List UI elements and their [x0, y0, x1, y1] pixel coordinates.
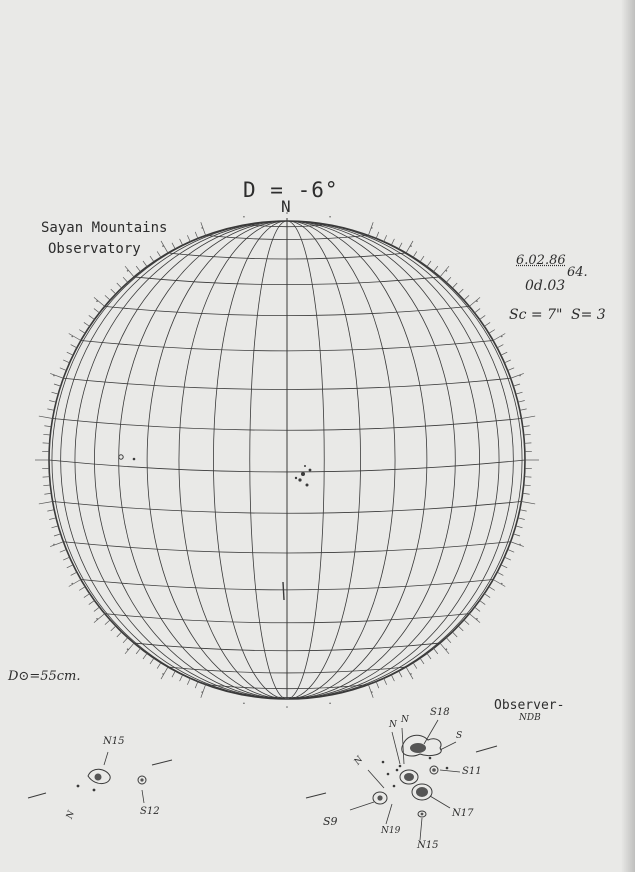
spot-dot [393, 785, 396, 788]
spot-umbra-mid [404, 773, 414, 781]
limb-tick [446, 638, 451, 643]
limb-tick [195, 682, 198, 688]
spot-dot [446, 767, 449, 770]
limb-tick [67, 565, 73, 568]
limb-dot [501, 583, 503, 585]
solar-disk [49, 218, 525, 699]
limb-tick [440, 266, 449, 277]
limb-dot [410, 245, 412, 247]
limb-tick [71, 572, 77, 575]
orientation-line [306, 793, 326, 798]
limb-tick [524, 485, 531, 486]
limb-dot [329, 216, 331, 218]
limb-tick [157, 251, 161, 257]
limb-tick [125, 643, 134, 654]
spot-umbra-n15 [95, 774, 102, 781]
label-n15-right: N15 [417, 840, 439, 851]
limb-dot [96, 618, 98, 620]
spot-dot [429, 757, 432, 760]
label-n-right-3: N [352, 754, 366, 768]
limb-tick [464, 295, 469, 300]
limb-dot [410, 673, 412, 675]
limb-tick [452, 632, 457, 637]
limb-tick [516, 392, 523, 394]
limb-tick [480, 315, 486, 319]
limb-tick [513, 384, 520, 386]
limb-tick [117, 283, 122, 288]
leader-line [424, 720, 438, 744]
limb-tick [376, 682, 379, 688]
limb-tick [69, 580, 81, 587]
limb-tick [501, 352, 507, 355]
limb-tick [501, 565, 507, 568]
sunspot-center [306, 484, 309, 487]
label-s: S [456, 731, 463, 741]
limb-tick [94, 607, 100, 611]
limb-dot [476, 618, 478, 620]
sunspot-sketches [28, 720, 497, 840]
limb-tick [521, 416, 535, 418]
limb-tick [117, 632, 122, 637]
limb-tick [136, 266, 140, 272]
limb-tick [434, 266, 438, 272]
limb-tick [39, 502, 53, 504]
limb-tick [469, 297, 480, 306]
limb-tick [180, 239, 183, 245]
sunspot-center [309, 469, 312, 472]
limb-tick [157, 663, 161, 669]
limb-tick [94, 297, 105, 306]
orientation-line [152, 760, 172, 765]
limb-tick [493, 334, 505, 341]
limb-tick [143, 261, 147, 267]
observatory-name-line1: Sayan Mountains [41, 220, 168, 236]
leader-line [142, 790, 144, 803]
limb-tick [50, 542, 63, 547]
limb-tick [520, 510, 527, 511]
limb-tick [143, 653, 147, 659]
spot-dot [387, 773, 390, 776]
spot-dot [77, 785, 80, 788]
limb-tick [105, 620, 110, 625]
limb-tick [89, 315, 95, 319]
limb-tick [43, 485, 50, 486]
limb-tick [504, 360, 510, 363]
limb-tick [150, 256, 154, 262]
limb-tick [187, 235, 190, 241]
sunspot-center [304, 465, 306, 467]
limb-tick [201, 222, 206, 235]
limb-tick [49, 518, 56, 520]
limb-tick [434, 648, 438, 654]
limb-dot [201, 691, 203, 693]
limb-tick [195, 232, 198, 238]
limb-tick [406, 667, 413, 679]
limb-dot [371, 227, 373, 229]
label-n-right-2: N [401, 715, 409, 725]
limb-tick [94, 309, 100, 313]
limb-dot [243, 702, 245, 704]
sunspot-center [301, 472, 305, 476]
limb-tick [484, 322, 490, 326]
limb-tick [69, 334, 81, 341]
limb-tick [172, 671, 175, 677]
limb-tick [508, 550, 514, 553]
limb-tick [391, 675, 394, 681]
limb-tick [489, 587, 495, 591]
limb-dot [53, 544, 55, 546]
leader-line [430, 796, 450, 808]
limb-dot [127, 270, 129, 272]
limb-tick [47, 510, 54, 511]
limb-tick [469, 614, 480, 623]
limb-tick [521, 502, 535, 504]
limb-tick [47, 409, 54, 410]
limb-tick [497, 572, 503, 575]
limb-tick [508, 368, 514, 371]
limb-dot [446, 648, 448, 650]
limb-tick [84, 594, 90, 598]
spot-umbra-n15 [421, 813, 424, 816]
limb-tick [71, 345, 77, 348]
limb-dot [71, 336, 73, 338]
limb-tick [54, 384, 61, 386]
limb-tick [161, 667, 168, 679]
pencil-mark [283, 582, 284, 600]
limb-dot [71, 583, 73, 585]
limb-tick [60, 368, 66, 371]
limb-tick [452, 283, 457, 288]
spot-umbra-s11 [432, 768, 436, 772]
limb-tick [44, 493, 51, 494]
limb-tick [489, 330, 495, 334]
observation-time: 0d.03 [525, 278, 566, 294]
limb-tick [51, 392, 58, 394]
limb-tick [413, 251, 417, 257]
limb-tick [384, 235, 387, 241]
limb-tick [413, 663, 417, 669]
sunspot-center [298, 478, 301, 481]
limb-tick [504, 557, 510, 560]
limb-tick [51, 526, 58, 528]
limb-tick [63, 557, 69, 560]
orientation-line [476, 746, 497, 752]
leader-line [392, 732, 400, 764]
limb-dot [243, 216, 245, 218]
limb-tick [84, 322, 90, 326]
limb-tick [440, 643, 449, 654]
limb-dot [286, 706, 288, 708]
limb-tick [49, 400, 56, 402]
limb-dot [127, 648, 129, 650]
label-n17: N17 [452, 808, 474, 819]
limb-dot [201, 227, 203, 229]
limb-tick [511, 542, 524, 547]
limb-tick [446, 277, 451, 282]
limb-tick [523, 493, 530, 494]
limb-dot [476, 300, 478, 302]
label-s11: S11 [462, 766, 482, 777]
label-n-left: N [64, 809, 77, 821]
limb-tick [484, 594, 490, 598]
limb-tick [480, 600, 486, 604]
diameter-note: D⊙=55cm. [8, 669, 81, 684]
limb-dot [519, 544, 521, 546]
limb-tick [511, 373, 524, 378]
limb-dot [96, 300, 98, 302]
limb-tick [187, 678, 190, 684]
limb-tick [399, 243, 402, 249]
limb-tick [464, 620, 469, 625]
north-label: N [281, 197, 291, 216]
label-n19: N19 [381, 826, 401, 836]
limb-tick [406, 241, 413, 253]
limb-tick [420, 256, 424, 262]
leader-line [368, 770, 384, 788]
limb-tick [420, 658, 424, 664]
limb-tick [44, 426, 51, 427]
limb-tick [150, 658, 154, 664]
spot-dot [399, 765, 402, 768]
limb-tick [475, 309, 481, 313]
seeing-value: Sc = 7" [509, 307, 563, 323]
limb-tick [60, 550, 66, 553]
spot-umbra-n17 [416, 787, 428, 797]
orientation-line [28, 793, 46, 798]
limb-tick [518, 518, 525, 520]
limb-tick [136, 648, 140, 654]
label-s9: S9 [323, 815, 338, 828]
limb-tick [513, 534, 520, 536]
limb-tick [458, 626, 463, 631]
observer-initials: NDB [519, 713, 541, 723]
label-n-right-1: N [389, 720, 397, 730]
limb-tick [111, 626, 116, 631]
limb-tick [201, 685, 206, 698]
page-edge-shadow [621, 0, 635, 872]
spot-umbra-s18 [410, 743, 426, 753]
limb-tick [79, 330, 85, 334]
limb-tick [368, 685, 373, 698]
limb-tick [67, 352, 73, 355]
limb-tick [391, 239, 394, 245]
declination-label: D = -6° [243, 178, 339, 202]
limb-tick [475, 607, 481, 611]
limb-tick [368, 222, 373, 235]
sunspot-center [295, 477, 297, 479]
limb-tick [161, 241, 168, 253]
observation-extra: 64. [567, 265, 588, 280]
limb-tick [125, 266, 134, 277]
limb-dot [371, 691, 373, 693]
limb-tick [520, 409, 527, 410]
leader-line [440, 742, 456, 750]
leader-line [386, 804, 392, 824]
limb-tick [105, 295, 110, 300]
limb-tick [63, 360, 69, 363]
limb-tick [89, 600, 95, 604]
label-n15-left: N15 [103, 736, 125, 747]
label-s18: S18 [430, 707, 450, 718]
spot-umbra-s12 [140, 778, 143, 781]
limb-dot [162, 245, 164, 247]
observation-date: 6.02.86 [516, 253, 566, 268]
limb-tick [50, 373, 63, 378]
limb-dot [519, 375, 521, 377]
limb-tick [427, 653, 431, 659]
spot-dot [93, 789, 96, 792]
limb-tick [39, 416, 53, 418]
spot-dot [382, 761, 385, 764]
limb-tick [399, 671, 402, 677]
leader-line [104, 752, 108, 765]
leader-line [440, 770, 460, 772]
observer-label: Observer- [494, 698, 565, 713]
spot-umbra-s9 [377, 795, 382, 800]
limb-tick [43, 434, 50, 435]
limb-tick [376, 232, 379, 238]
limb-dot [446, 270, 448, 272]
limb-tick [427, 261, 431, 267]
limb-dot [501, 336, 503, 338]
limb-dot [162, 673, 164, 675]
sunspot-left-small [133, 458, 136, 461]
limb-tick [94, 614, 105, 623]
limb-dot [329, 702, 331, 704]
limb-tick [123, 638, 128, 643]
limb-tick [79, 587, 85, 591]
limb-dot [53, 375, 55, 377]
leader-line [420, 818, 422, 840]
limb-tick [172, 243, 175, 249]
limb-tick [493, 580, 505, 587]
limb-tick [523, 426, 530, 427]
limb-tick [524, 434, 531, 435]
limb-tick [384, 678, 387, 684]
leader-line [350, 802, 374, 810]
limb-tick [111, 289, 116, 294]
sunspot-left [119, 455, 123, 459]
limb-tick [180, 675, 183, 681]
limb-tick [497, 345, 503, 348]
limb-tick [516, 526, 523, 528]
s-value: S= 3 [571, 307, 606, 323]
limb-tick [458, 289, 463, 294]
limb-tick [518, 400, 525, 402]
label-s12: S12 [140, 806, 160, 817]
observatory-name-line2: Observatory [48, 241, 141, 257]
limb-tick [54, 534, 61, 536]
limb-tick [123, 277, 128, 282]
spot-dot [396, 769, 399, 772]
